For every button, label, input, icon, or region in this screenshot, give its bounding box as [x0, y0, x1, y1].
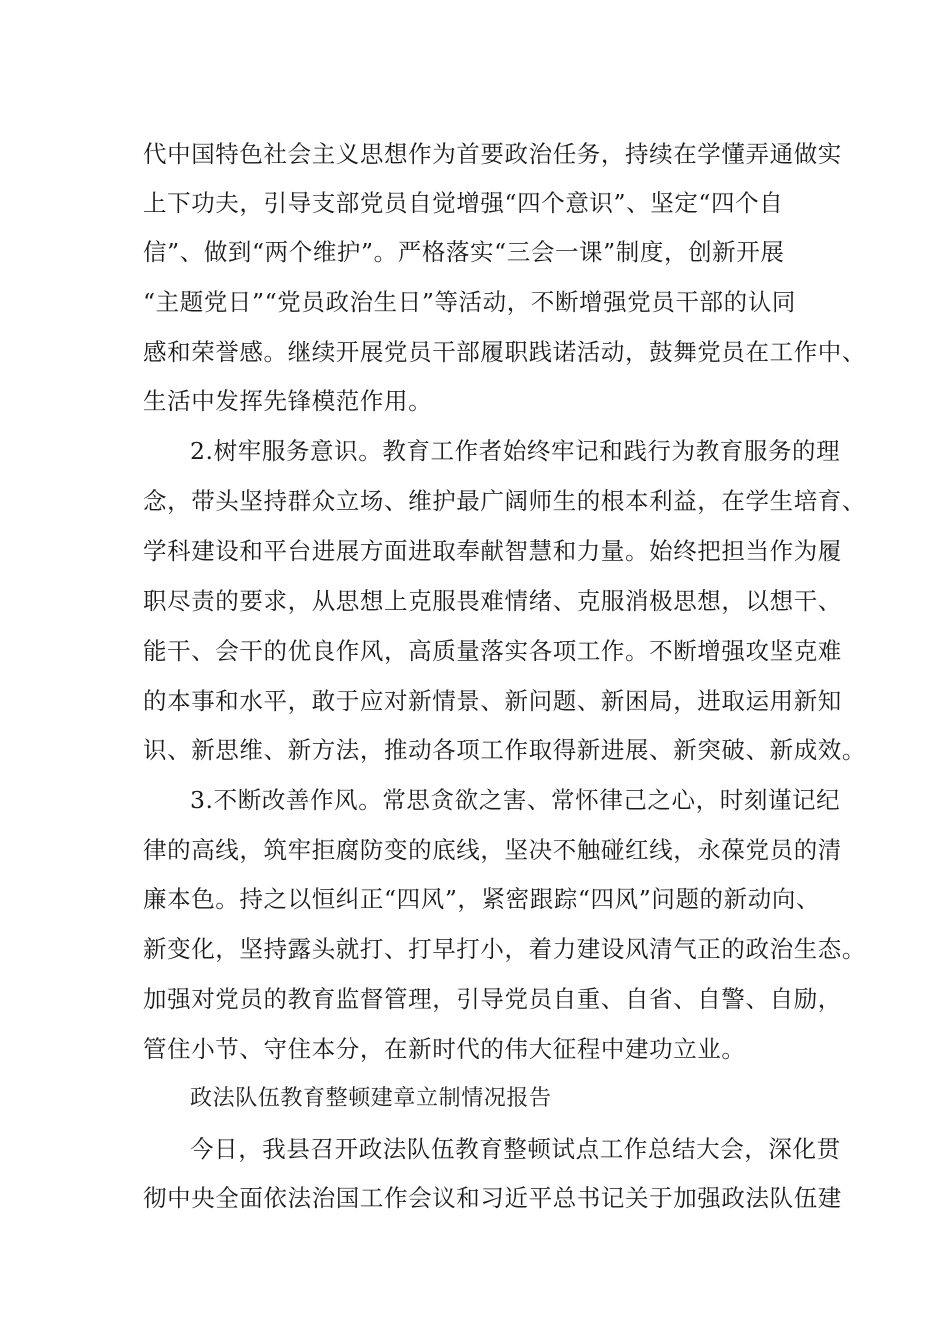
paragraph-line: 管住小节、守住本分，在新时代的伟大征程中建功立业。: [143, 1035, 746, 1063]
paragraph-line: 的本事和水平，敢于应对新情景、新问题、新困局，进取运用新知: [143, 687, 842, 715]
paragraph-line: 2.树牢服务意识。教育工作者始终牢记和践行为教育服务的理: [190, 437, 841, 465]
paragraph-line: “主题党日”“党员政治生日”等活动，不断增强党员干部的认同: [143, 288, 796, 316]
paragraph-line: 识、新思维、新方法，推动各项工作取得新进展、新突破、新成效。: [143, 736, 866, 764]
paragraph-line: 能干、会干的优良作风，高质量落实各项工作。不断增强攻坚克难: [143, 637, 842, 665]
paragraph-line: 感和荣誉感。继续开展党员干部履职践诺活动，鼓舞党员在工作中、: [143, 338, 866, 366]
paragraph-line: 新变化，坚持露头就打、打早打小，着力建设风清气正的政治生态。: [143, 935, 866, 963]
paragraph-line: 廉本色。持之以恒纠正“四风”，紧密跟踪“四风”问题的新动向、: [143, 885, 821, 913]
paragraph-line: 今日，我县召开政法队伍教育整顿试点工作总结大会，深化贯: [190, 1135, 841, 1163]
paragraph-line: 律的高线，筑牢拒腐防变的底线，坚决不触碰红线，永葆党员的清: [143, 836, 842, 864]
section-heading: 政法队伍教育整顿建章立制情况报告: [190, 1086, 552, 1111]
paragraph-line: 加强对党员的教育监督管理，引导党员自重、自省、自警、自励，: [143, 985, 842, 1013]
paragraph-line: 信”、做到“两个维护”。严格落实“三会一课”制度，创新开展: [143, 238, 785, 266]
paragraph-line: 念，带头坚持群众立场、维护最广阔师生的根本利益，在学生培育、: [143, 487, 866, 515]
paragraph-line: 代中国特色社会主义思想作为首要政治任务，持续在学懂弄通做实: [143, 140, 842, 168]
paragraph-line: 职尽责的要求，从思想上克服畏难情绪、克服消极思想，以想干、: [143, 587, 842, 615]
paragraph-line: 彻中央全面依法治国工作会议和习近平总书记关于加强政法队伍建: [143, 1184, 842, 1212]
paragraph-line: 上下功夫，引导支部党员自觉增强“四个意识”、坚定“四个自: [143, 189, 784, 217]
paragraph-line: 生活中发挥先锋模范作用。: [143, 387, 433, 415]
paragraph-line: 学科建设和平台进展方面进取奉献智慧和力量。始终把担当作为履: [143, 537, 842, 565]
paragraph-line: 3.不断改善作风。常思贪欲之害、常怀律己之心，时刻谨记纪: [190, 786, 841, 814]
